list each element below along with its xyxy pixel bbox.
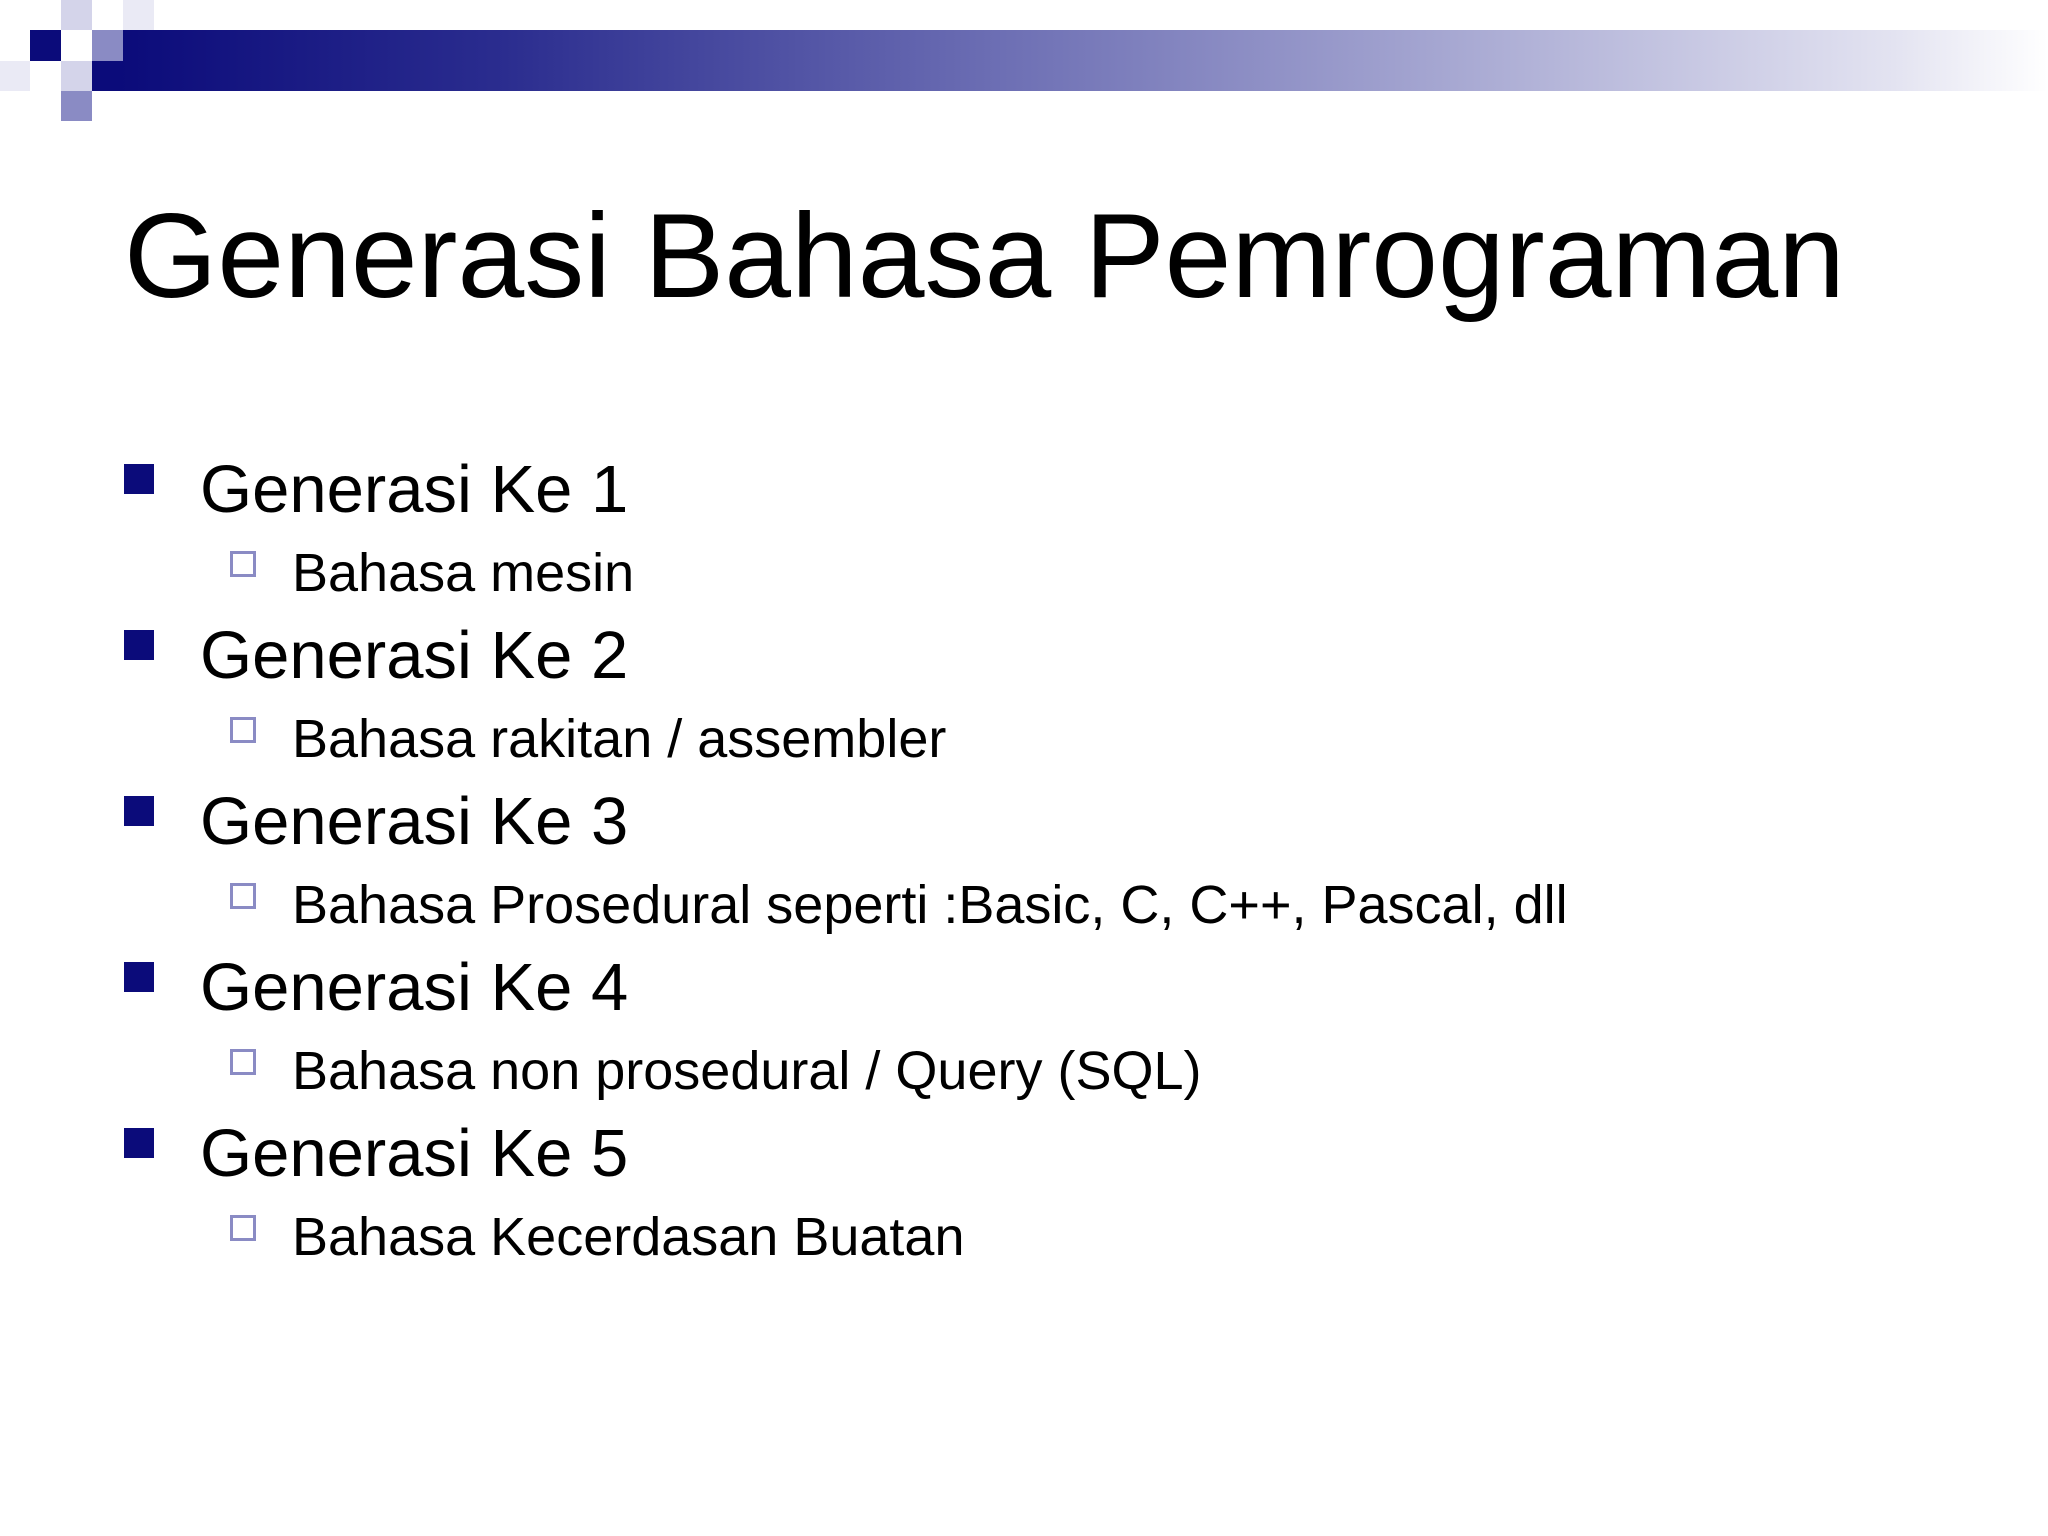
sub-list-item	[124, 1028, 1974, 1114]
decorative-square	[61, 91, 92, 121]
square-bullet-icon	[124, 1128, 154, 1158]
sub-list-item	[124, 1194, 1974, 1280]
list-item	[124, 782, 1974, 862]
sub-list-item-label: Bahasa rakitan / assembler	[292, 709, 947, 769]
hollow-square-bullet-icon	[230, 551, 256, 577]
hollow-square-bullet-icon	[230, 883, 256, 909]
sub-list-item-label: Bahasa non prosedural / Query (SQL)	[292, 1041, 1202, 1101]
square-bullet-icon	[124, 796, 154, 826]
list-item	[124, 1114, 1974, 1194]
decorative-square	[61, 61, 92, 91]
square-bullet-icon	[124, 962, 154, 992]
bullet-list	[124, 450, 1974, 1280]
list-item	[124, 450, 1974, 530]
header-gradient-bar	[120, 30, 2048, 91]
sub-list-item	[124, 530, 1974, 616]
hollow-square-bullet-icon	[230, 717, 256, 743]
list-item	[124, 616, 1974, 696]
decorative-square	[30, 30, 61, 61]
slide-title: Generasi Bahasa Pemrograman	[124, 189, 1845, 323]
sub-list-item	[124, 696, 1974, 782]
list-item-label: Generasi Ke 1	[200, 452, 629, 527]
square-bullet-icon	[124, 630, 154, 660]
sub-list-item-label: Bahasa Prosedural seperti :Basic, C, C++, Pascal, dll	[292, 875, 1568, 935]
sub-list-item	[124, 862, 1974, 948]
decorative-square	[92, 61, 123, 91]
decorative-square	[61, 0, 92, 30]
list-item-label: Generasi Ke 2	[200, 618, 629, 693]
decorative-square	[92, 30, 123, 61]
decorative-square	[123, 0, 154, 30]
list-item-label: Generasi Ke 3	[200, 784, 629, 859]
decorative-square	[0, 61, 30, 91]
list-item-label: Generasi Ke 4	[200, 950, 629, 1025]
sub-list-item-label: Bahasa mesin	[292, 543, 635, 603]
hollow-square-bullet-icon	[230, 1049, 256, 1075]
list-item	[124, 948, 1974, 1028]
list-item-label: Generasi Ke 5	[200, 1116, 629, 1191]
square-bullet-icon	[124, 464, 154, 494]
sub-list-item-label: Bahasa Kecerdasan Buatan	[292, 1207, 965, 1267]
hollow-square-bullet-icon	[230, 1215, 256, 1241]
